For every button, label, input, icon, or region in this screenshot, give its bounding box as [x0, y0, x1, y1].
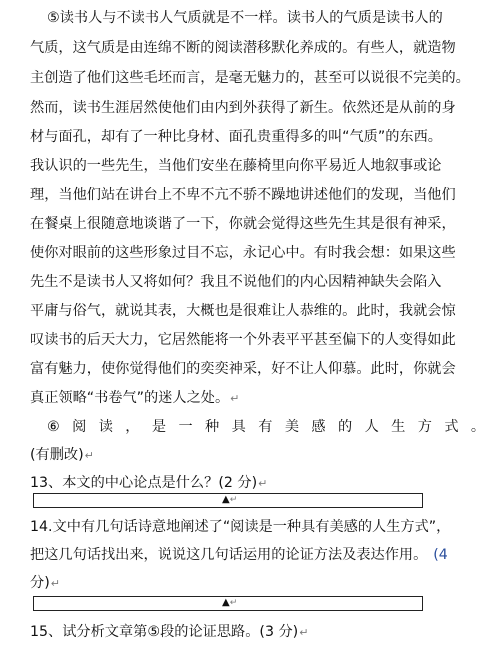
text-span: 在餐桌上很随意地谈谐了一下，你就会觉得这些先生其是很有神采， [30, 216, 456, 232]
question-text: 15、试分析文章第⑤段的论证思路。 [30, 624, 260, 640]
text-span: 叹读书的后天大力，它居然能将一个外表平平甚至偏下的人变得如此 [30, 332, 456, 348]
paragraph-mark: ↵ [229, 598, 238, 608]
paragraph-5-line-1 [47, 6, 443, 30]
paragraph-5-line-10 [30, 270, 442, 294]
question-text: 14.文中有几句话诗意地阐述了“阅读是一种具有美感的人生方式”， [30, 519, 451, 535]
paragraph-5-line-7 [30, 183, 456, 207]
text-span: 主创造了他们这些毛坯而言，是毫无魅力的，甚至可以说很不完美的。 [30, 70, 470, 86]
paragraph-mark: ↵ [50, 577, 60, 590]
question-15 [30, 620, 432, 645]
question-score: (2 分) [218, 475, 258, 491]
paragraph-5-line-12 [30, 328, 456, 352]
question-score: (4 [433, 547, 448, 563]
paragraph-5-line-5 [30, 125, 442, 149]
text-span: 富有魅力，使你觉得他们的奕奕神采，好不让人仰慕。此时，你就会 [30, 361, 456, 377]
text-span: 理，当他们站在讲台上不卑不亢不骄不躁地讲述他们的发现，当他们 [30, 187, 456, 203]
triangle-icon: ▲ [222, 597, 230, 608]
text-span: 使你对眼前的这些形象过目不忘，永记心中。有时我会想：如果这些 [30, 245, 456, 261]
text-span: 然而，读书生涯居然使他们由内到外获得了新生。依然还是从前的身 [30, 100, 456, 116]
text-span: (有删改) [30, 447, 84, 463]
answer-marker [222, 596, 237, 610]
text-span: 真正领略“书卷气”的迷人之处。 [30, 390, 230, 406]
text-span: 气质，这气质是由连绵不断的阅读潜移默化养成的。有些人，就造物 [30, 40, 456, 56]
paragraph-6-line [47, 415, 498, 439]
triangle-icon: ▲ [222, 494, 230, 505]
paragraph-mark: ↵ [229, 495, 238, 505]
paragraph-5-line-14 [30, 386, 432, 411]
paragraph-5-line-2 [30, 36, 456, 60]
answer-marker [222, 493, 237, 507]
question-text: 13、本文的中心论点是什么？ [30, 475, 219, 491]
paragraph-5-line-9 [30, 241, 456, 265]
question-14-line-1 [30, 515, 451, 539]
question-14-line-2 [30, 543, 448, 567]
paragraph-mark: ↵ [299, 626, 309, 639]
paragraph-5-line-13 [30, 357, 456, 381]
paragraph-mark: ↵ [258, 477, 268, 490]
answer-box-14[interactable] [33, 596, 423, 611]
text-span: ⑤读书人与不读书人气质就是不一样。读书人的气质是读书人的 [47, 10, 443, 26]
paragraph-5-line-4 [30, 96, 456, 120]
paragraph-5-line-3 [30, 66, 470, 90]
text-span: ⑥阅读，是一种具有美感的人生方式。 [47, 419, 498, 435]
text-span: 先生不是读书人又将如何？我且不说他们的内心因精神缺失会陷入 [30, 274, 442, 290]
text-span: 材与面孔，却有了一种比身材、面孔贵重得多的叫“气质”的东西。 [30, 129, 442, 145]
text-span: 平庸与俗气，就说其表，大概也是很难让人恭维的。此时，我就会惊 [30, 303, 456, 319]
answer-box-13[interactable] [33, 493, 423, 508]
paragraph-mark: ↵ [230, 392, 240, 405]
text-span: 我认识的一些先生，当他们安坐在藤椅里向你平易近人地叙事或论 [30, 158, 442, 174]
question-score: (3 分) [259, 624, 299, 640]
paragraph-5-line-8 [30, 212, 456, 236]
paragraph-5-line-11 [30, 299, 456, 323]
question-text: 把这几句话找出来，说说这几句话运用的论证方法及表达作用。 [30, 547, 428, 563]
paragraph-6-note [30, 443, 432, 468]
question-14-line-3 [30, 571, 432, 596]
paragraph-5-line-6 [30, 154, 442, 178]
question-score: 分) [30, 575, 50, 591]
paragraph-mark: ↵ [84, 449, 94, 462]
